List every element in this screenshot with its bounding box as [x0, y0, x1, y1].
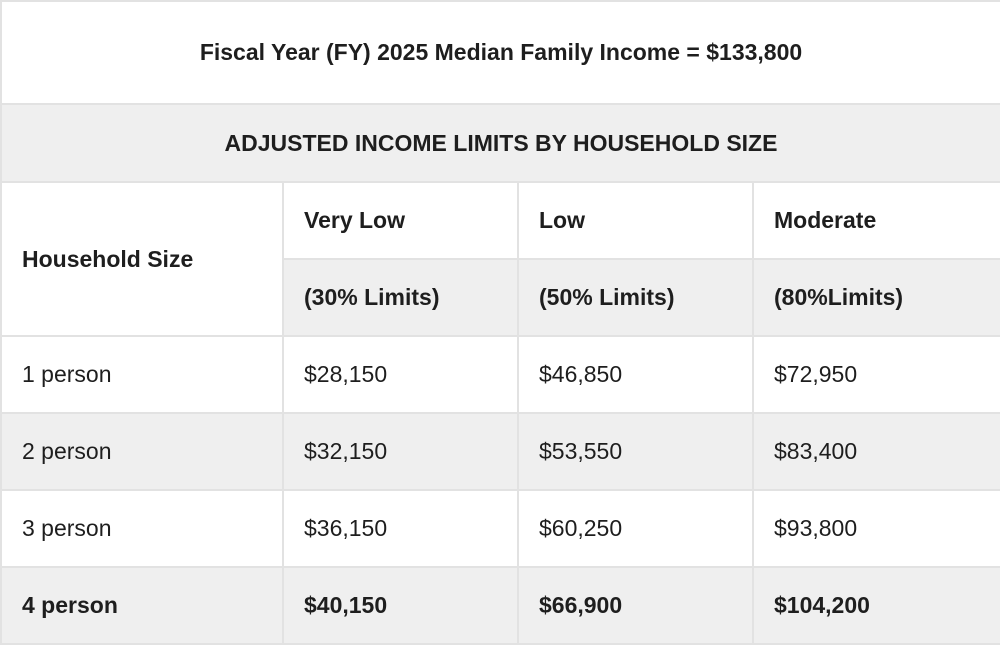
very-low-header: Very Low [283, 182, 518, 259]
low-cell: $53,550 [518, 413, 753, 490]
very-low-cell: $32,150 [283, 413, 518, 490]
table-row [1, 490, 1000, 567]
moderate-header: Moderate [753, 182, 1000, 259]
column-header-row [1, 182, 1000, 259]
table-row [1, 336, 1000, 413]
household-size-cell: 4 person [1, 567, 283, 644]
very-low-cell: $36,150 [283, 490, 518, 567]
low-cell: $66,900 [518, 567, 753, 644]
moderate-cell: $83,400 [753, 413, 1000, 490]
very-low-cell: $28,150 [283, 336, 518, 413]
household-size-header: Household Size [1, 182, 283, 336]
title-row [1, 1, 1000, 104]
household-size-cell: 1 person [1, 336, 283, 413]
section-heading-row [1, 104, 1000, 182]
very-low-limits-header: (30% Limits) [283, 259, 518, 336]
moderate-cell: $72,950 [753, 336, 1000, 413]
low-header: Low [518, 182, 753, 259]
low-limits-header: (50% Limits) [518, 259, 753, 336]
table-title: Fiscal Year (FY) 2025 Median Family Income = $133,800 [1, 1, 1000, 104]
section-heading: ADJUSTED INCOME LIMITS BY HOUSEHOLD SIZE [1, 104, 1000, 182]
household-size-cell: 3 person [1, 490, 283, 567]
moderate-limits-header: (80%Limits) [753, 259, 1000, 336]
table-row [1, 413, 1000, 490]
table-row [1, 567, 1000, 644]
low-cell: $46,850 [518, 336, 753, 413]
very-low-cell: $40,150 [283, 567, 518, 644]
moderate-cell: $104,200 [753, 567, 1000, 644]
moderate-cell: $93,800 [753, 490, 1000, 567]
low-cell: $60,250 [518, 490, 753, 567]
household-size-cell: 2 person [1, 413, 283, 490]
